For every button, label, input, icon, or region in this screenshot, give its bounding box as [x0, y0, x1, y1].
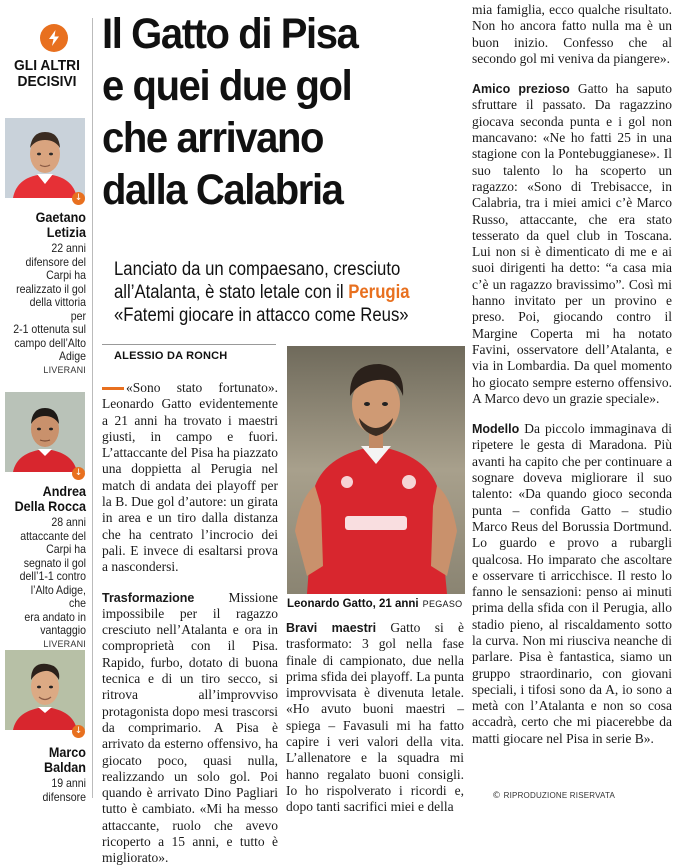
author-byline: ALESSIO DA RONCH	[114, 350, 228, 362]
subhead-text: all’Atalanta, è stato letale con il	[114, 282, 349, 303]
player-photo	[287, 346, 465, 594]
player-description-line: della vittoria per	[29, 295, 86, 323]
sidebar-title-line: GLI ALTRI	[14, 57, 80, 74]
player-description-line: 22 anni	[51, 241, 86, 255]
photo-credit: LIVERANI	[43, 364, 86, 375]
player-description-line: difensore del	[25, 254, 86, 269]
player-description-line: difensore	[42, 789, 86, 804]
player-name-line: Gaetano	[35, 209, 86, 225]
subhead-highlight: Perugia	[348, 282, 410, 303]
caption-text: Leonardo Gatto, 21 anni	[287, 598, 419, 610]
paragraph	[102, 590, 278, 867]
player-name-line: Baldan	[43, 759, 86, 775]
arrow-down-icon: ↓	[72, 192, 85, 205]
player-name	[10, 484, 86, 514]
photo-caption	[287, 598, 465, 610]
sidebar-gli-altri-decisivi	[0, 0, 90, 806]
player-description-line: realizzato il gol	[16, 281, 86, 296]
lead-marker	[102, 387, 124, 390]
arrow-down-icon: ↓	[72, 467, 85, 480]
player-name-line: Della Rocca	[14, 498, 87, 514]
byline-rule	[102, 344, 276, 345]
paragraph	[472, 81, 672, 407]
subhead-quote: «Fatemi giocare in attacco come Reus»	[114, 305, 409, 326]
player-name-line: Andrea	[42, 483, 86, 499]
player-card-baldan	[2, 745, 86, 804]
player-description-line: 2-1 ottenuta sul	[13, 322, 86, 336]
player-description-line: Adige	[58, 349, 86, 363]
player-description-line: 19 anni	[51, 776, 86, 790]
paragraph	[472, 421, 672, 747]
copyright-notice	[492, 791, 615, 801]
paragraph-text: mia famiglia, ecco qualche risultato. Non ho ancora fatto nulla ma è un buon inizio. Confesso che al secondo gol mi veniva da piangere».	[472, 2, 672, 66]
article-column-1	[102, 380, 278, 867]
article-column-3	[472, 2, 672, 747]
paragraph	[102, 380, 278, 576]
subhead-line: Lanciato da un compaesano, cresciuto	[114, 259, 401, 280]
paragraph	[286, 620, 464, 816]
headline-line: dalla Calabria	[102, 166, 343, 214]
player-description-line: campo dell’Alto	[14, 335, 87, 350]
sidebar-divider	[92, 18, 93, 798]
section-keyword: Trasformazione	[102, 590, 195, 605]
avatar-gaetano-letizia	[5, 118, 85, 198]
photo-credit: PEGASO	[422, 599, 463, 609]
player-description-line: attaccante del	[20, 528, 87, 543]
player-description-line: dell’1-1 contro	[19, 569, 87, 583]
avatar-andrea-della-rocca	[5, 392, 85, 472]
player-name-line: Letizia	[46, 224, 86, 240]
paragraph-text: Da piccolo immaginava di ripetere le gesta di Maradona. Più avanti ha capito che per continuare a sognare doveva migliorare il suo talento: «Da quando gioco seconda punta – confida Gatto – studio Marco Reus del Borussia Dortmund. Lo guardo e provo a rubargli qualcosa. Ho imparato che ascoltare e osservare ti arricchisce. Il resto lo fanno le sensazioni: penso ai minuti prima della sfida con il Perugia, allo stadio pieno, al riscaldamento sotto la curva. Non mi riusciva neanche di parlare. Pisa è fantastica, siamo un gruppo straordinario, con giovani speciali, i tifosi sono da A, io sono a metà con l’Atalanta e non so cosa accadrà, certo che mi piacerebbe da matti giocare nel Pisa in serie B».	[472, 421, 672, 746]
player-description-line: Carpi ha	[46, 542, 86, 556]
player-description	[12, 242, 86, 364]
player-card-letizia	[2, 210, 86, 376]
paragraph-text: Gatto ha saputo sfruttare il passato. Da ragazzino giocava seconda punta e i gol non mancavano: «Ne ho fatti 25 in una stagione con la Pontebuggianese». Il suo talento lo ha scoperto un ragazzo: «Sono di Trebisacce, in Calabria, tra i miei amici c’è Marco Russo, attaccante, che era stato tesserato da quel club in Toscana. Lui non si è dimenticato di me e ai suoi dirigenti ha detto: “a casa mia c’è un ragazzo bravissimo”. Così mi hanno invitato per un provino e preso. Poi, giocando contro il Margine Coperta mi ha notato Favini, osservatore dell’Atalanta, e via in Lombardia. Da quel momento ho giocato sempre esterno offensivo. A Marco devo un grazie speciale».	[472, 81, 672, 406]
article-column-2	[286, 620, 464, 816]
photo-credit: LIVERANI	[43, 638, 86, 649]
subhead-line	[114, 281, 431, 304]
headline-line: che arrivano	[102, 114, 324, 162]
paragraph-text: Missione impossibile per il ragazzo cresciuto nell’Atalanta e ora in comproprietà con il Pisa. Rapido, furbo, dotato di buona tecnica e di un tiro secco, si ritrova all’improvviso protagonista dopo mesi trascorsi da comprimario. A Pisa è arrivato da esterno offensivo, ha giocato poco, quasi nulla, realizzando un solo gol. Poi quando è arrivato Dino Pagliari tutto è cambiato. «Mi ha messo attaccante, ruolo che avevo ricoperto a 15 anni, e tutto è migliorato».	[102, 589, 278, 866]
headline-line: e quei due gol	[102, 62, 352, 110]
article-headline	[102, 8, 446, 216]
sidebar-title-line: DECISIVI	[17, 73, 77, 90]
avatar-marco-baldan	[5, 650, 85, 730]
player-name-line: Marco	[48, 744, 86, 760]
player-description-line: Carpi ha	[46, 268, 86, 282]
article-subheadline	[114, 258, 431, 327]
player-description-line: 28 anni	[51, 515, 86, 529]
section-keyword: Modello	[472, 422, 520, 437]
player-description-line: era andato in	[24, 609, 86, 624]
lightning-bolt-icon	[40, 24, 68, 52]
headline-line: Il Gatto di Pisa	[102, 10, 358, 58]
player-name	[10, 745, 86, 775]
copyright-icon: ©	[492, 791, 502, 801]
paragraph-text: Gatto si è trasformato: 3 gol nella fase finale di campionato, due nella prima sfida dei playoff. La punta improvvisata è divenuta letale. «Ho avuto buoni maestri – spiega – Favasuli mi ha fatto capire i veri valori della vita. L’allenatore e la squadra mi hanno regalato buoni consigli. Io ho rispolverato i ricordi e, dopo tanti sacrifici miei e della	[286, 620, 464, 815]
player-description-line: l’Alto Adige, che	[30, 582, 86, 610]
copyright-text: RIPRODUZIONE RISERVATA	[503, 791, 616, 800]
arrow-down-icon: ↓	[72, 725, 85, 738]
paragraph-text: «Sono stato fortunato». Leonardo Gatto evidentemente a 21 anni ha trovato i maestri giusti, in campo e fuori. L’attaccante del Pisa ha piazzato una doppietta al Perugia nel match di andata dei playoff per la B. Due gol d’autore: un girata in area e un tiro dalla distanza che ha centrato l’incrocio dei pali. E invece di esaltarsi prova a nascondersi.	[102, 380, 278, 575]
player-description	[12, 777, 86, 804]
player-description-line: segnato il gol	[23, 555, 86, 570]
section-keyword: Amico prezioso	[472, 82, 570, 97]
player-description-line: vantaggio	[40, 623, 86, 637]
player-description	[12, 516, 86, 638]
player-card-della-rocca	[2, 484, 86, 650]
section-keyword: Bravi maestri	[286, 621, 377, 635]
sidebar-title	[9, 58, 84, 90]
player-name	[10, 210, 86, 240]
